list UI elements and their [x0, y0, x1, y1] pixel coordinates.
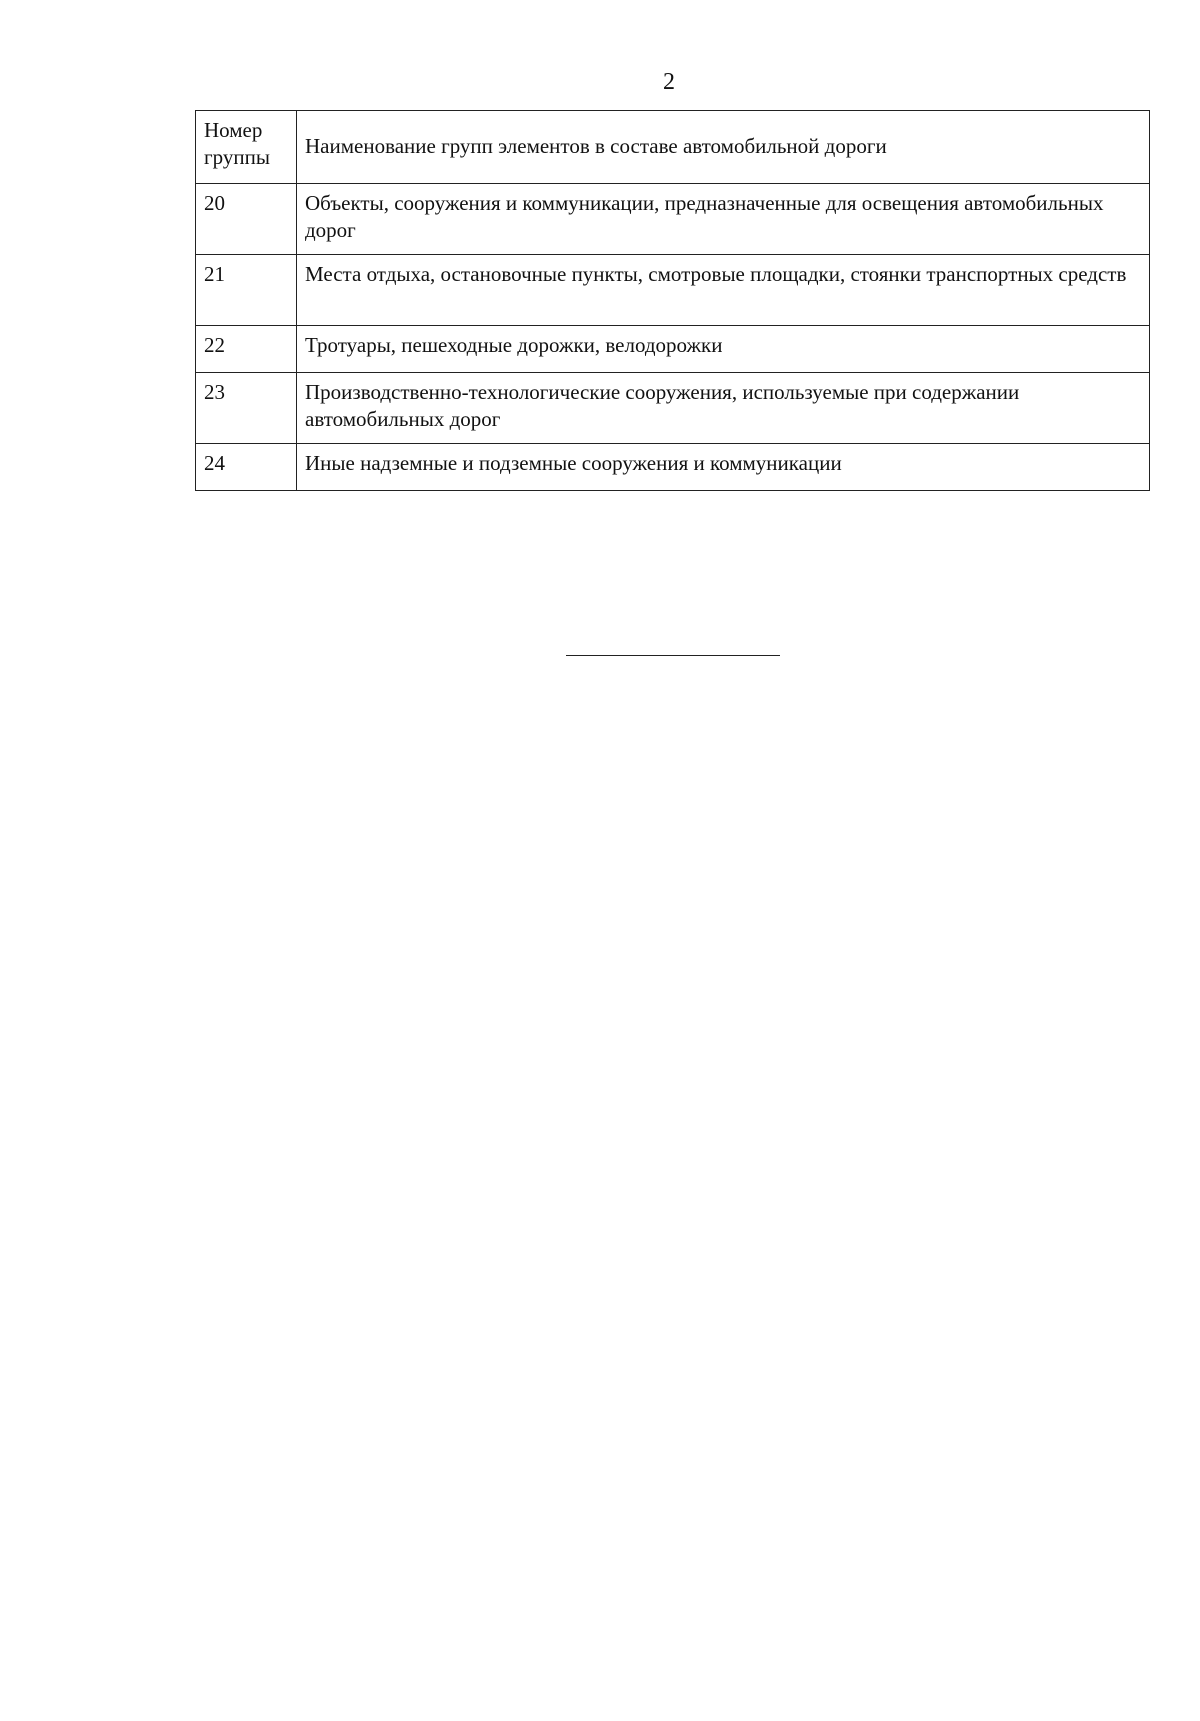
group-number-cell: 22	[196, 326, 297, 373]
table-row	[196, 255, 1150, 326]
element-groups-table	[195, 110, 1150, 491]
group-number-cell: 20	[196, 184, 297, 255]
table-row	[196, 444, 1150, 491]
group-name-cell: Производственно-технологические сооружения, используемые при содержании автомобильных дорог	[297, 373, 1150, 444]
group-number-cell: 24	[196, 444, 297, 491]
group-name-cell: Иные надземные и подземные сооружения и коммуникации	[297, 444, 1150, 491]
end-of-document-rule	[566, 655, 780, 656]
header-group-name: Наименование групп элементов в составе автомобильной дороги	[297, 111, 1150, 184]
header-group-number: Номер группы	[196, 111, 297, 184]
group-name-cell: Тротуары, пешеходные дорожки, велодорожки	[297, 326, 1150, 373]
table-row	[196, 373, 1150, 444]
page-number: 2	[663, 69, 675, 95]
table-row	[196, 326, 1150, 373]
group-number-cell: 21	[196, 255, 297, 326]
group-name-cell: Места отдыха, остановочные пункты, смотровые площадки, стоянки транспортных средств	[297, 255, 1150, 326]
table-row	[196, 184, 1150, 255]
table-header-row	[196, 111, 1150, 184]
group-name-cell: Объекты, сооружения и коммуникации, предназначенные для освещения автомобильных дорог	[297, 184, 1150, 255]
group-number-cell: 23	[196, 373, 297, 444]
